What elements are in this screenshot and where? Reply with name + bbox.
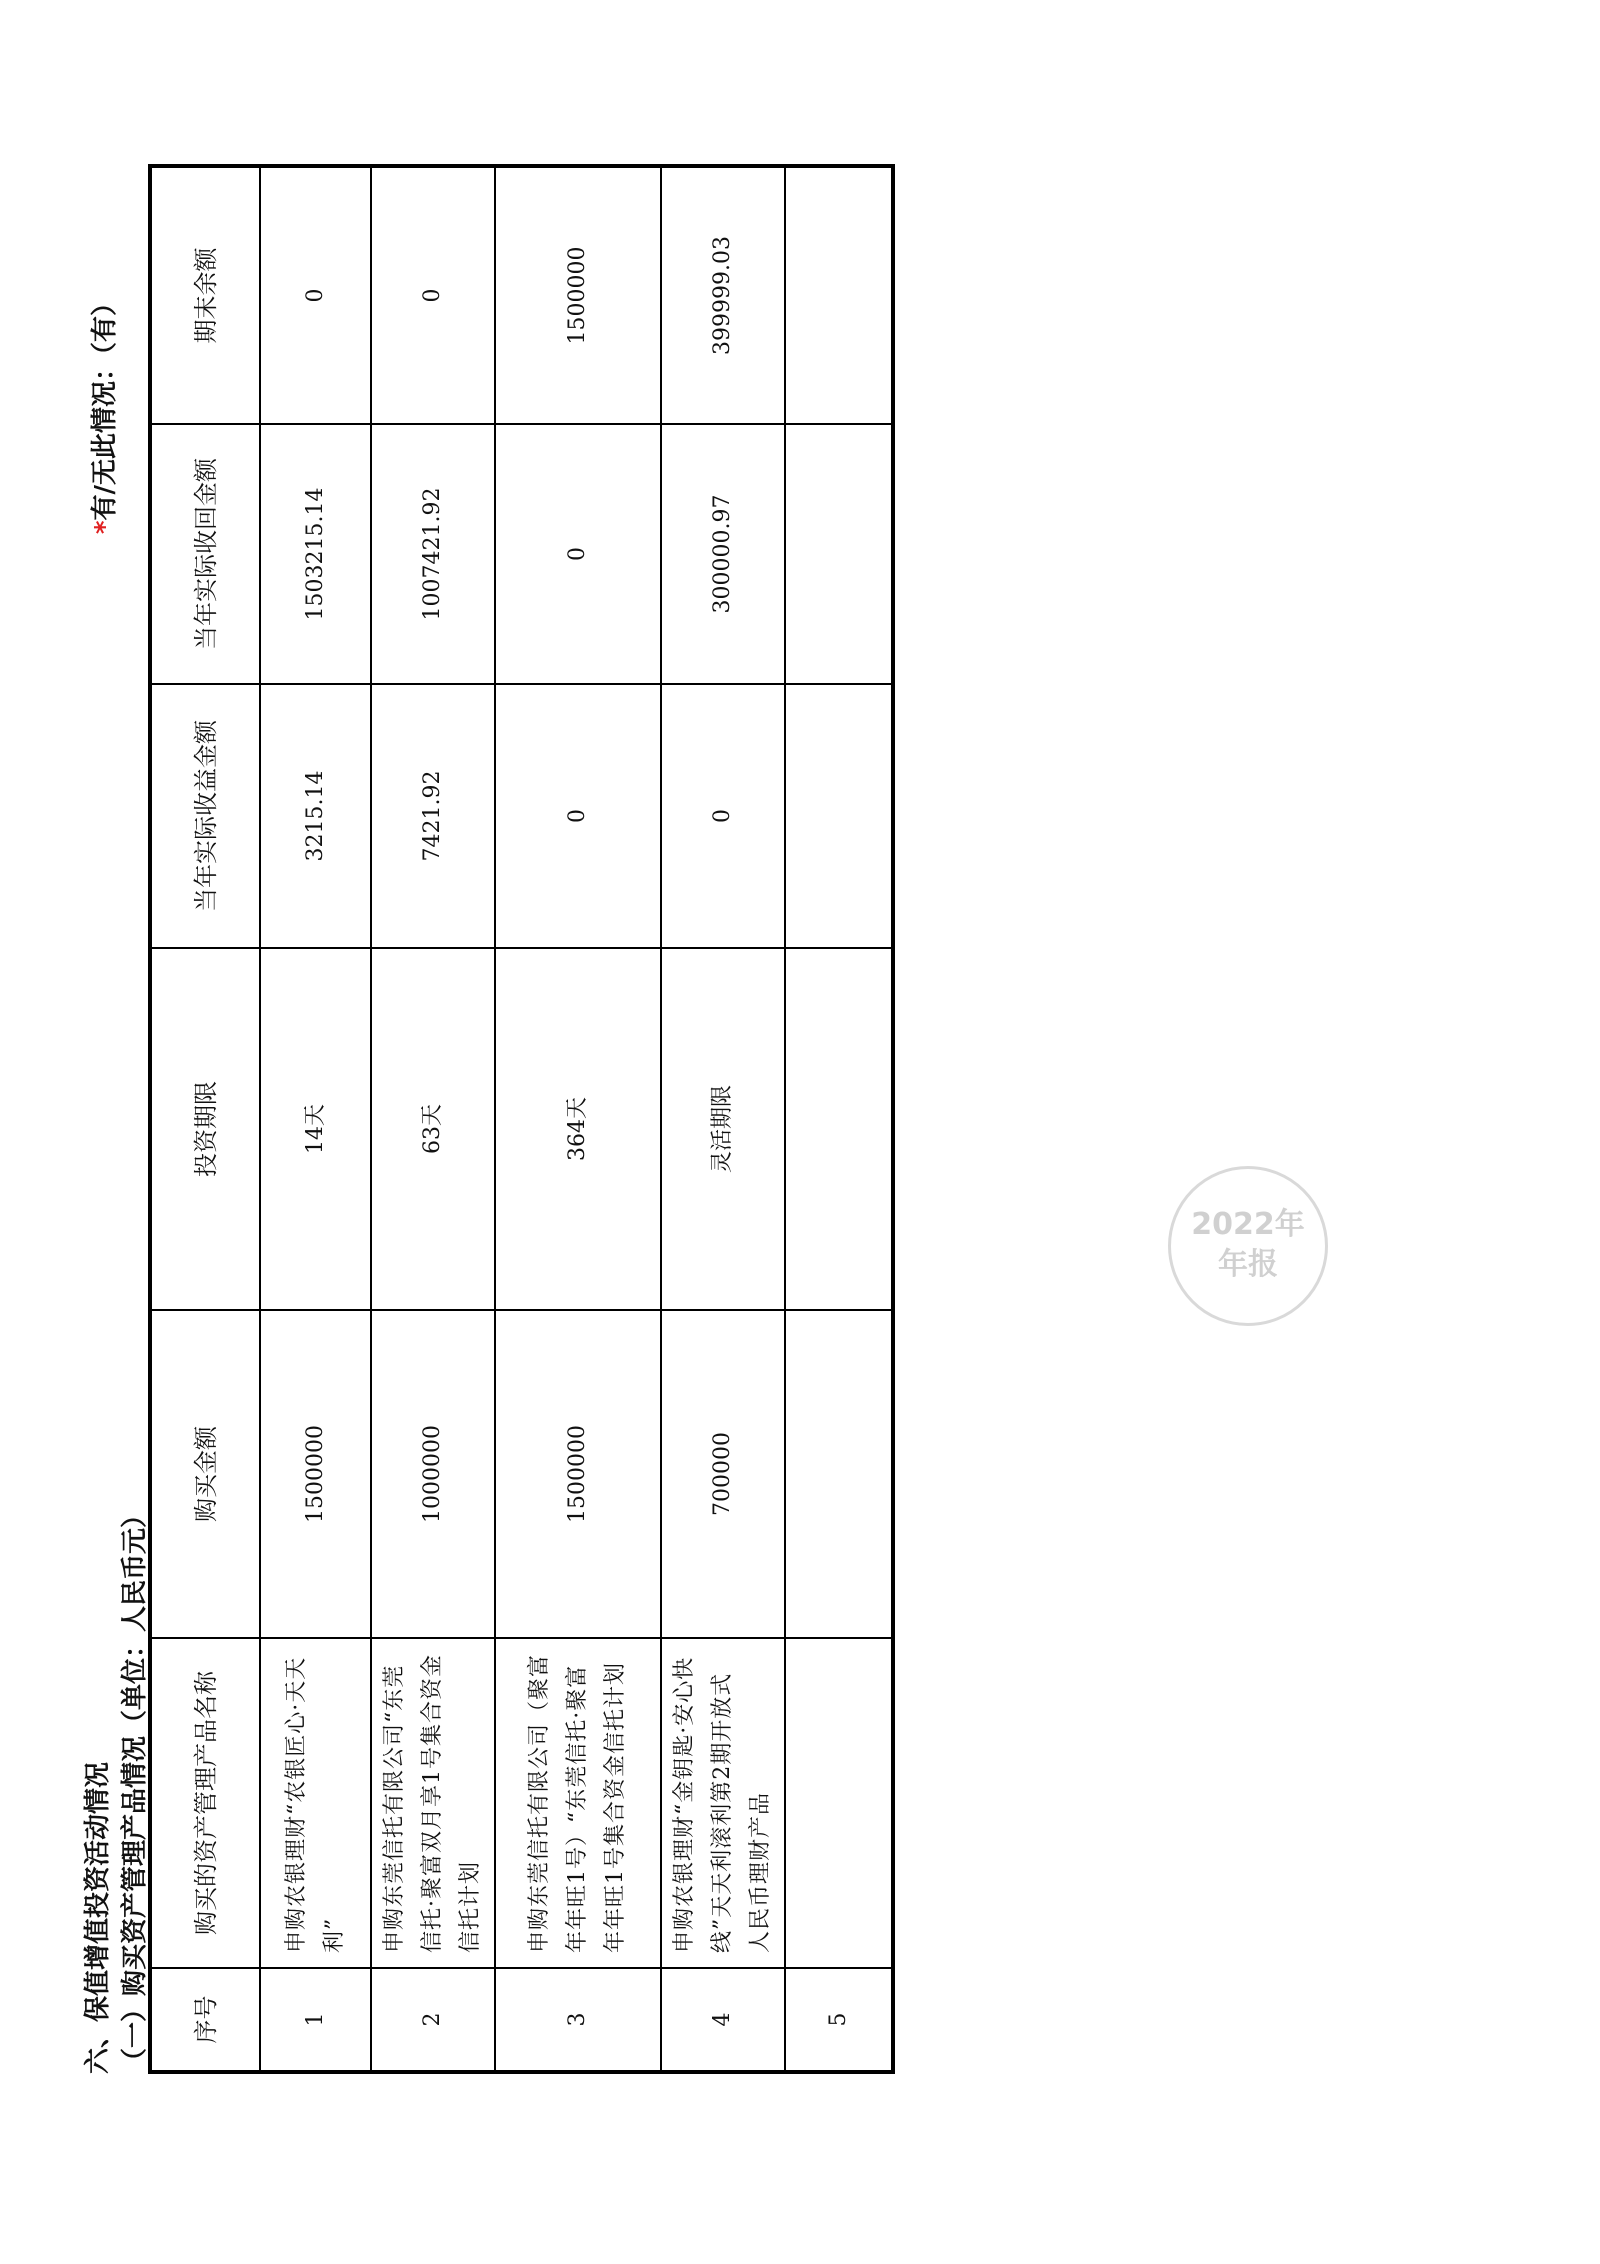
cell-income [785, 684, 893, 948]
cell-purchase-amount: 1500000 [495, 1310, 661, 1638]
required-star: * [90, 520, 120, 535]
table-row [371, 166, 495, 2072]
header-term: 投资期限 [150, 948, 260, 1310]
cell-term [785, 948, 893, 1310]
cell-balance: 0 [260, 166, 371, 424]
cell-term: 63天 [371, 948, 495, 1310]
header-product-name: 购买的资产管理产品名称 [150, 1638, 260, 1968]
cell-no: 2 [371, 1968, 495, 2072]
cell-term: 灵活期限 [661, 948, 785, 1310]
cell-income: 7421.92 [371, 684, 495, 948]
cell-no: 5 [785, 1968, 893, 2072]
stamp-label: 年报 [1218, 1247, 1278, 1282]
annual-report-stamp [1168, 1166, 1328, 1326]
situation-note-text: 有/无此情况：（有） [90, 290, 120, 521]
cell-income: 3215.14 [260, 684, 371, 948]
cell-income: 0 [495, 684, 661, 948]
cell-product-name: 申购东莞信托有限公司（聚富年年旺1号）“东莞信托·聚富年年旺1号集合资金信托计划 [495, 1638, 661, 1968]
cell-no: 1 [260, 1968, 371, 2072]
table-row [785, 166, 893, 2072]
cell-purchase-amount: 1500000 [260, 1310, 371, 1638]
header-purchase-amount: 购买金额 [150, 1310, 260, 1638]
cell-recovered [785, 424, 893, 684]
cell-product-name: 申购东莞信托有限公司“东莞信托·聚富双月享1号集合资金信托计划 [371, 1638, 495, 1968]
table-row [260, 166, 371, 2072]
header-row [150, 166, 260, 2072]
header-recovered: 当年实际收回金额 [150, 424, 260, 684]
header-no: 序号 [150, 1968, 260, 2072]
cell-term: 14天 [260, 948, 371, 1310]
situation-note [84, 290, 121, 534]
cell-product-name: 申购农银理财“农银匠心·天天利” [260, 1638, 371, 1968]
cell-product-name [785, 1638, 893, 1968]
table-row [495, 166, 661, 2072]
cell-recovered: 1503215.14 [260, 424, 371, 684]
cell-purchase-amount: 1000000 [371, 1310, 495, 1638]
cell-no: 3 [495, 1968, 661, 2072]
header-balance: 期末余额 [150, 166, 260, 424]
table-row [661, 166, 785, 2072]
cell-term: 364天 [495, 948, 661, 1310]
cell-purchase-amount: 700000 [661, 1310, 785, 1638]
cell-recovered: 1007421.92 [371, 424, 495, 684]
cell-income: 0 [661, 684, 785, 948]
cell-recovered: 300000.97 [661, 424, 785, 684]
cell-balance [785, 166, 893, 424]
cell-product-name: 申购农银理财“金钥匙·安心快线”天天利滚利第2期开放式人民币理财产品 [661, 1638, 785, 1968]
subsection-title: （一）购买资产管理产品情况（单位：人民币元） [120, 1501, 150, 2074]
cell-no: 4 [661, 1968, 785, 2072]
header-income: 当年实际收益金额 [150, 684, 260, 948]
section-title: 六、保值增值投资活动情况 [83, 1761, 113, 2074]
stamp-year: 2022年 [1191, 1207, 1305, 1242]
asset-management-table [148, 164, 895, 2074]
cell-purchase-amount [785, 1310, 893, 1638]
cell-balance: 1500000 [495, 166, 661, 424]
cell-balance: 0 [371, 166, 495, 424]
cell-recovered: 0 [495, 424, 661, 684]
cell-balance: 399999.03 [661, 166, 785, 424]
